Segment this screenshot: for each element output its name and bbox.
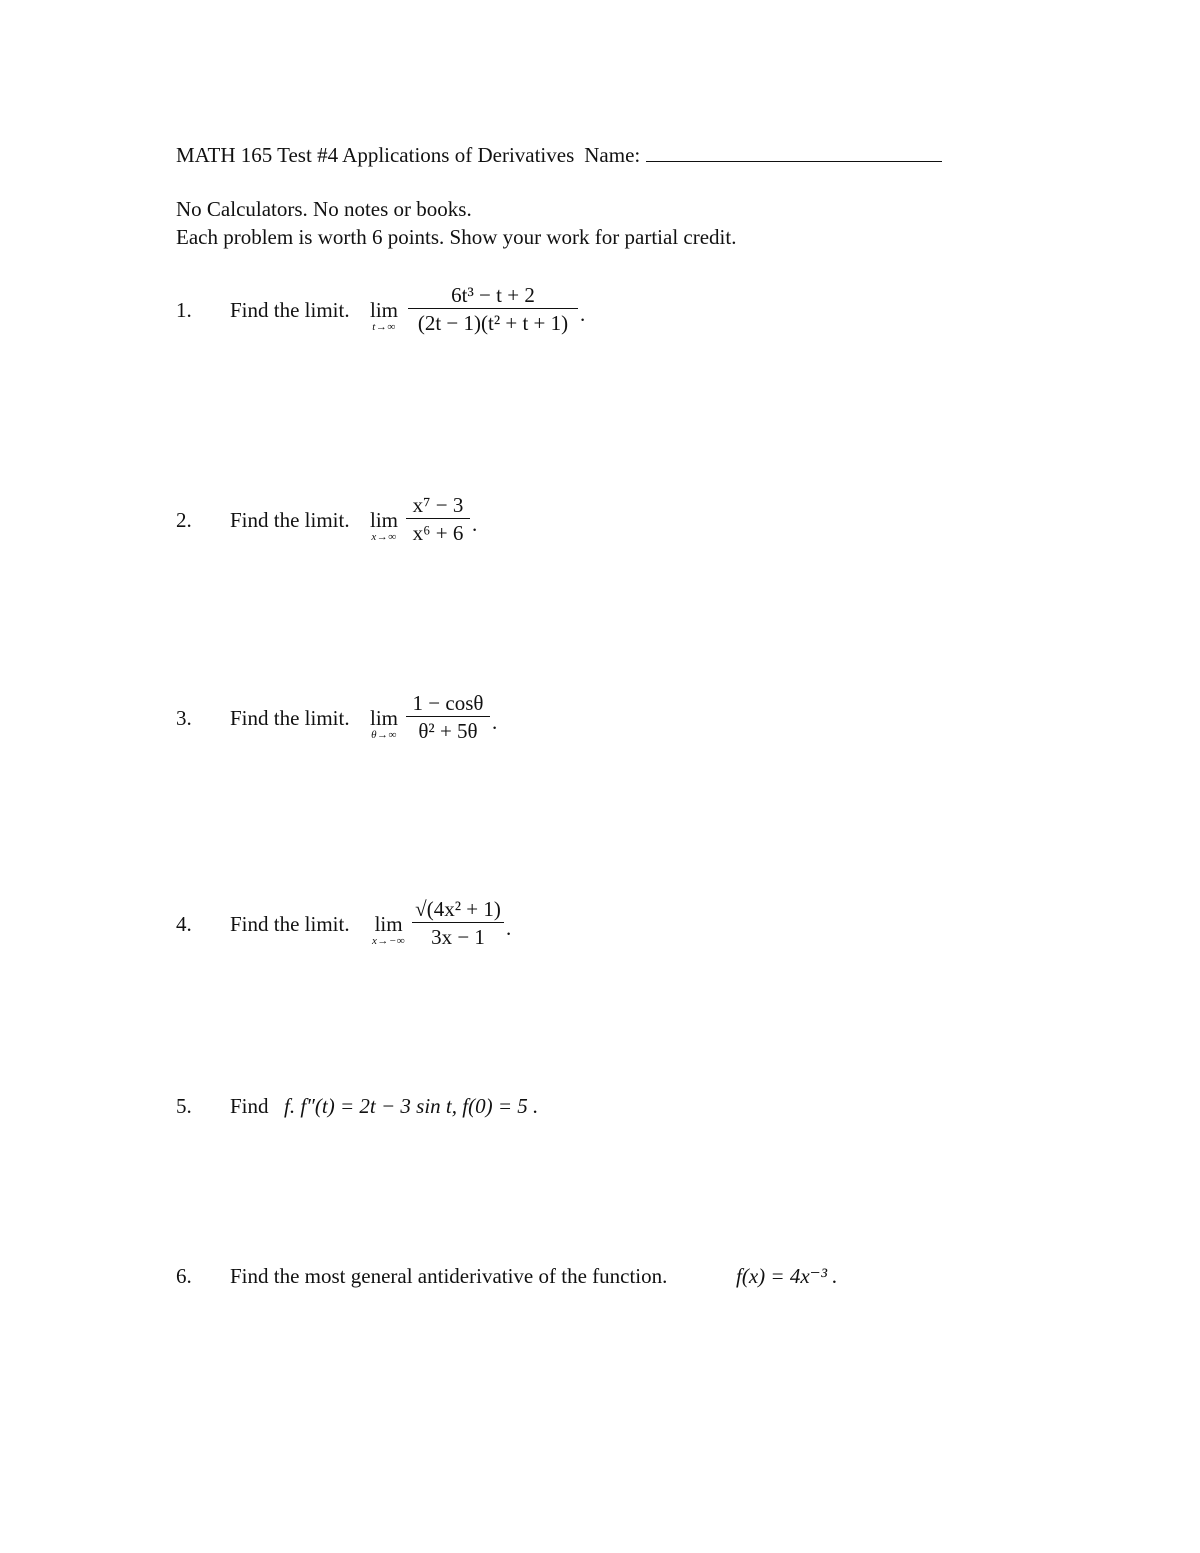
problem-expression: f(x) = 4x⁻³ . [736,1264,838,1288]
problem-prompt: Find the limit. [230,912,350,936]
instruction-line-2: Each problem is worth 6 points. Show your work for partial credit. [176,225,737,249]
limit-subscript: x→∞ [371,531,397,543]
limit-operator: lim x→−∞ [372,912,406,947]
problem-number: 1. [176,298,192,322]
problem-prompt: Find the limit. [230,298,350,322]
problem-5 [176,1076,1076,1156]
limit-fraction [408,282,578,337]
name-field[interactable] [646,143,942,162]
problem-prompt: Find the most general antiderivative of the function. [230,1264,668,1288]
problem-expression: f. f″(t) = 2t − 3 sin t, f(0) = 5 . [284,1094,539,1118]
fraction-denominator: 3x − 1 [431,925,485,949]
period: . [580,302,586,326]
instruction-line-1: No Calculators. No notes or books. [176,197,472,221]
period: . [472,512,478,536]
problem-prompt: Find the limit. [230,706,350,730]
problem-prompt: Find [230,1094,269,1118]
problem-number: 4. [176,912,192,936]
fraction-numerator: x⁷ − 3 [412,493,464,517]
fraction-numerator: √(4x² + 1) [415,897,501,921]
problem-number: 6. [176,1264,192,1288]
problem-number: 5. [176,1094,192,1118]
limit-subscript: t→∞ [372,321,396,333]
fraction-denominator: θ² + 5θ [418,719,478,743]
problem-number: 3. [176,706,192,730]
limit-operator: lim x→∞ [370,508,399,543]
limit-fraction [406,492,470,547]
limit-subscript: θ→∞ [371,729,397,741]
limit-operator: lim t→∞ [370,298,399,333]
fraction-denominator: x⁶ + 6 [412,521,464,545]
fraction-denominator: (2t − 1)(t² + t + 1) [417,311,569,335]
period: . [506,916,512,940]
problem-prompt: Find the limit. [230,508,350,532]
problem-2 [176,490,1076,570]
problem-3 [176,688,1076,768]
limit-operator: lim θ→∞ [370,706,399,741]
fraction-numerator: 1 − cosθ [412,691,484,715]
period: . [492,710,498,734]
problem-6 [176,1246,1076,1326]
fraction-numerator: 6t³ − t + 2 [451,283,535,307]
limit-fraction [406,690,490,745]
exam-title: MATH 165 Test #4 Applications of Derivatives [176,143,575,167]
limit-fraction [412,896,504,951]
name-label: Name: [584,143,641,167]
exam-header [176,143,942,167]
limit-subscript: x→−∞ [372,935,406,947]
problem-number: 2. [176,508,192,532]
problem-1 [176,280,1076,360]
problem-4 [176,894,1076,974]
